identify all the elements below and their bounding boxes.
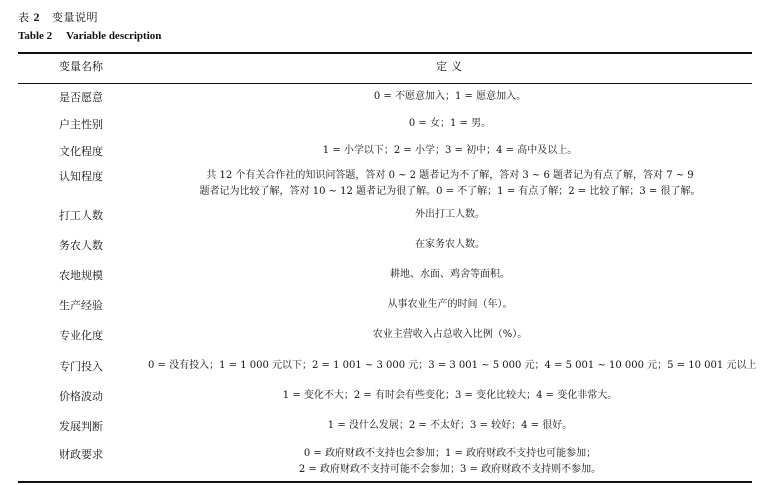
- caption-number: 2: [33, 10, 40, 24]
- variable-name: 农地规模: [59, 269, 103, 282]
- variable-name: 务农人数: [59, 239, 103, 252]
- caption-label-en: Table 2: [18, 30, 53, 42]
- table-caption-en: [18, 30, 161, 42]
- variable-name: 专门投入: [59, 360, 103, 373]
- variable-definition: [148, 327, 752, 343]
- variable-definition: [148, 143, 752, 159]
- definition-line: 耕地、水面、鸡舍等面积。: [390, 269, 510, 280]
- definition-line: 题者记为比较了解，答对 10 ~ 12 题者记为很了解。0 = 不了解；1 = 有点了解；2 = 比较了解；3 = 很了解。: [199, 186, 701, 197]
- variable-definition: [148, 207, 752, 223]
- definition-line: 0 = 不愿意加入；1 = 愿意加入。: [373, 91, 527, 102]
- definition-line: 0 = 没有投入；1 = 1 000 元以下；2 = 1 001 ~ 3 000 元；3 = 3 001 ~ 5 000 元；4 = 5 001 ~ 10 000 元；5 = 10 001 元以上: [148, 360, 757, 371]
- definition-line: 1 = 没什么发展；2 = 不太好；3 = 较好；4 = 很好。: [327, 420, 573, 431]
- caption-prefix: 表: [18, 11, 30, 24]
- definition-line: 共 12 个有关合作社的知识问答题，答对 0 ~ 2 题者记为不了解，答对 3 ~ 6 题者记为有点了解，答对 7 ~ 9: [206, 170, 694, 181]
- variable-name: 户主性别: [59, 118, 103, 131]
- variable-definition: [148, 116, 752, 132]
- caption-title-en: Variable description: [66, 30, 162, 42]
- variable-name: 认知程度: [59, 170, 103, 183]
- definition-line: 0 = 政府财政不支持也会参加；1 = 政府财政不支持也可能参加；: [303, 448, 597, 459]
- variable-name: 财政要求: [59, 448, 103, 461]
- variable-name: 是否愿意: [59, 91, 103, 104]
- variable-definition: [148, 358, 757, 374]
- header-variable-name: 变量名称: [59, 60, 103, 73]
- variable-definition: [148, 237, 752, 253]
- definition-line: 2 = 政府财政不支持可能不会参加；3 = 政府财政不支持则不参加。: [298, 464, 602, 475]
- variable-definition: [148, 388, 752, 404]
- definition-line: 1 = 小学以下；2 = 小学；3 = 初中；4 = 高中及以上。: [322, 145, 578, 156]
- variable-name: 生产经验: [59, 299, 103, 312]
- definition-line: 从事农业生产的时间（年）。: [387, 299, 513, 310]
- definition-line: 0 = 女；1 = 男。: [408, 118, 492, 129]
- table-caption-cn: [18, 9, 98, 25]
- variable-name: 发展判断: [59, 420, 103, 433]
- top-rule: [18, 52, 752, 54]
- variable-definition: [148, 267, 752, 283]
- caption-title-cn: 变量说明: [52, 11, 98, 24]
- variable-definition: [148, 418, 752, 434]
- bottom-rule: [18, 481, 752, 483]
- variable-name: 文化程度: [59, 145, 103, 158]
- definition-line: 农业主营收入占总收入比例（%）。: [372, 329, 528, 340]
- variable-definition: [148, 446, 752, 478]
- variable-name: 专业化度: [59, 329, 103, 342]
- definition-line: 外出打工人数。: [415, 209, 485, 220]
- variable-name: 价格波动: [59, 390, 103, 403]
- header-rule: [18, 83, 752, 84]
- variable-definition: [148, 297, 752, 313]
- definition-line: 在家务农人数。: [415, 239, 485, 250]
- variable-definition: [148, 89, 752, 105]
- variable-name: 打工人数: [59, 209, 103, 222]
- definition-line: 1 = 变化不大；2 = 有时会有些变化；3 = 变化比较大；4 = 变化非常大。: [282, 390, 618, 401]
- header-definition: 定义: [436, 60, 466, 73]
- variable-definition: [148, 168, 752, 200]
